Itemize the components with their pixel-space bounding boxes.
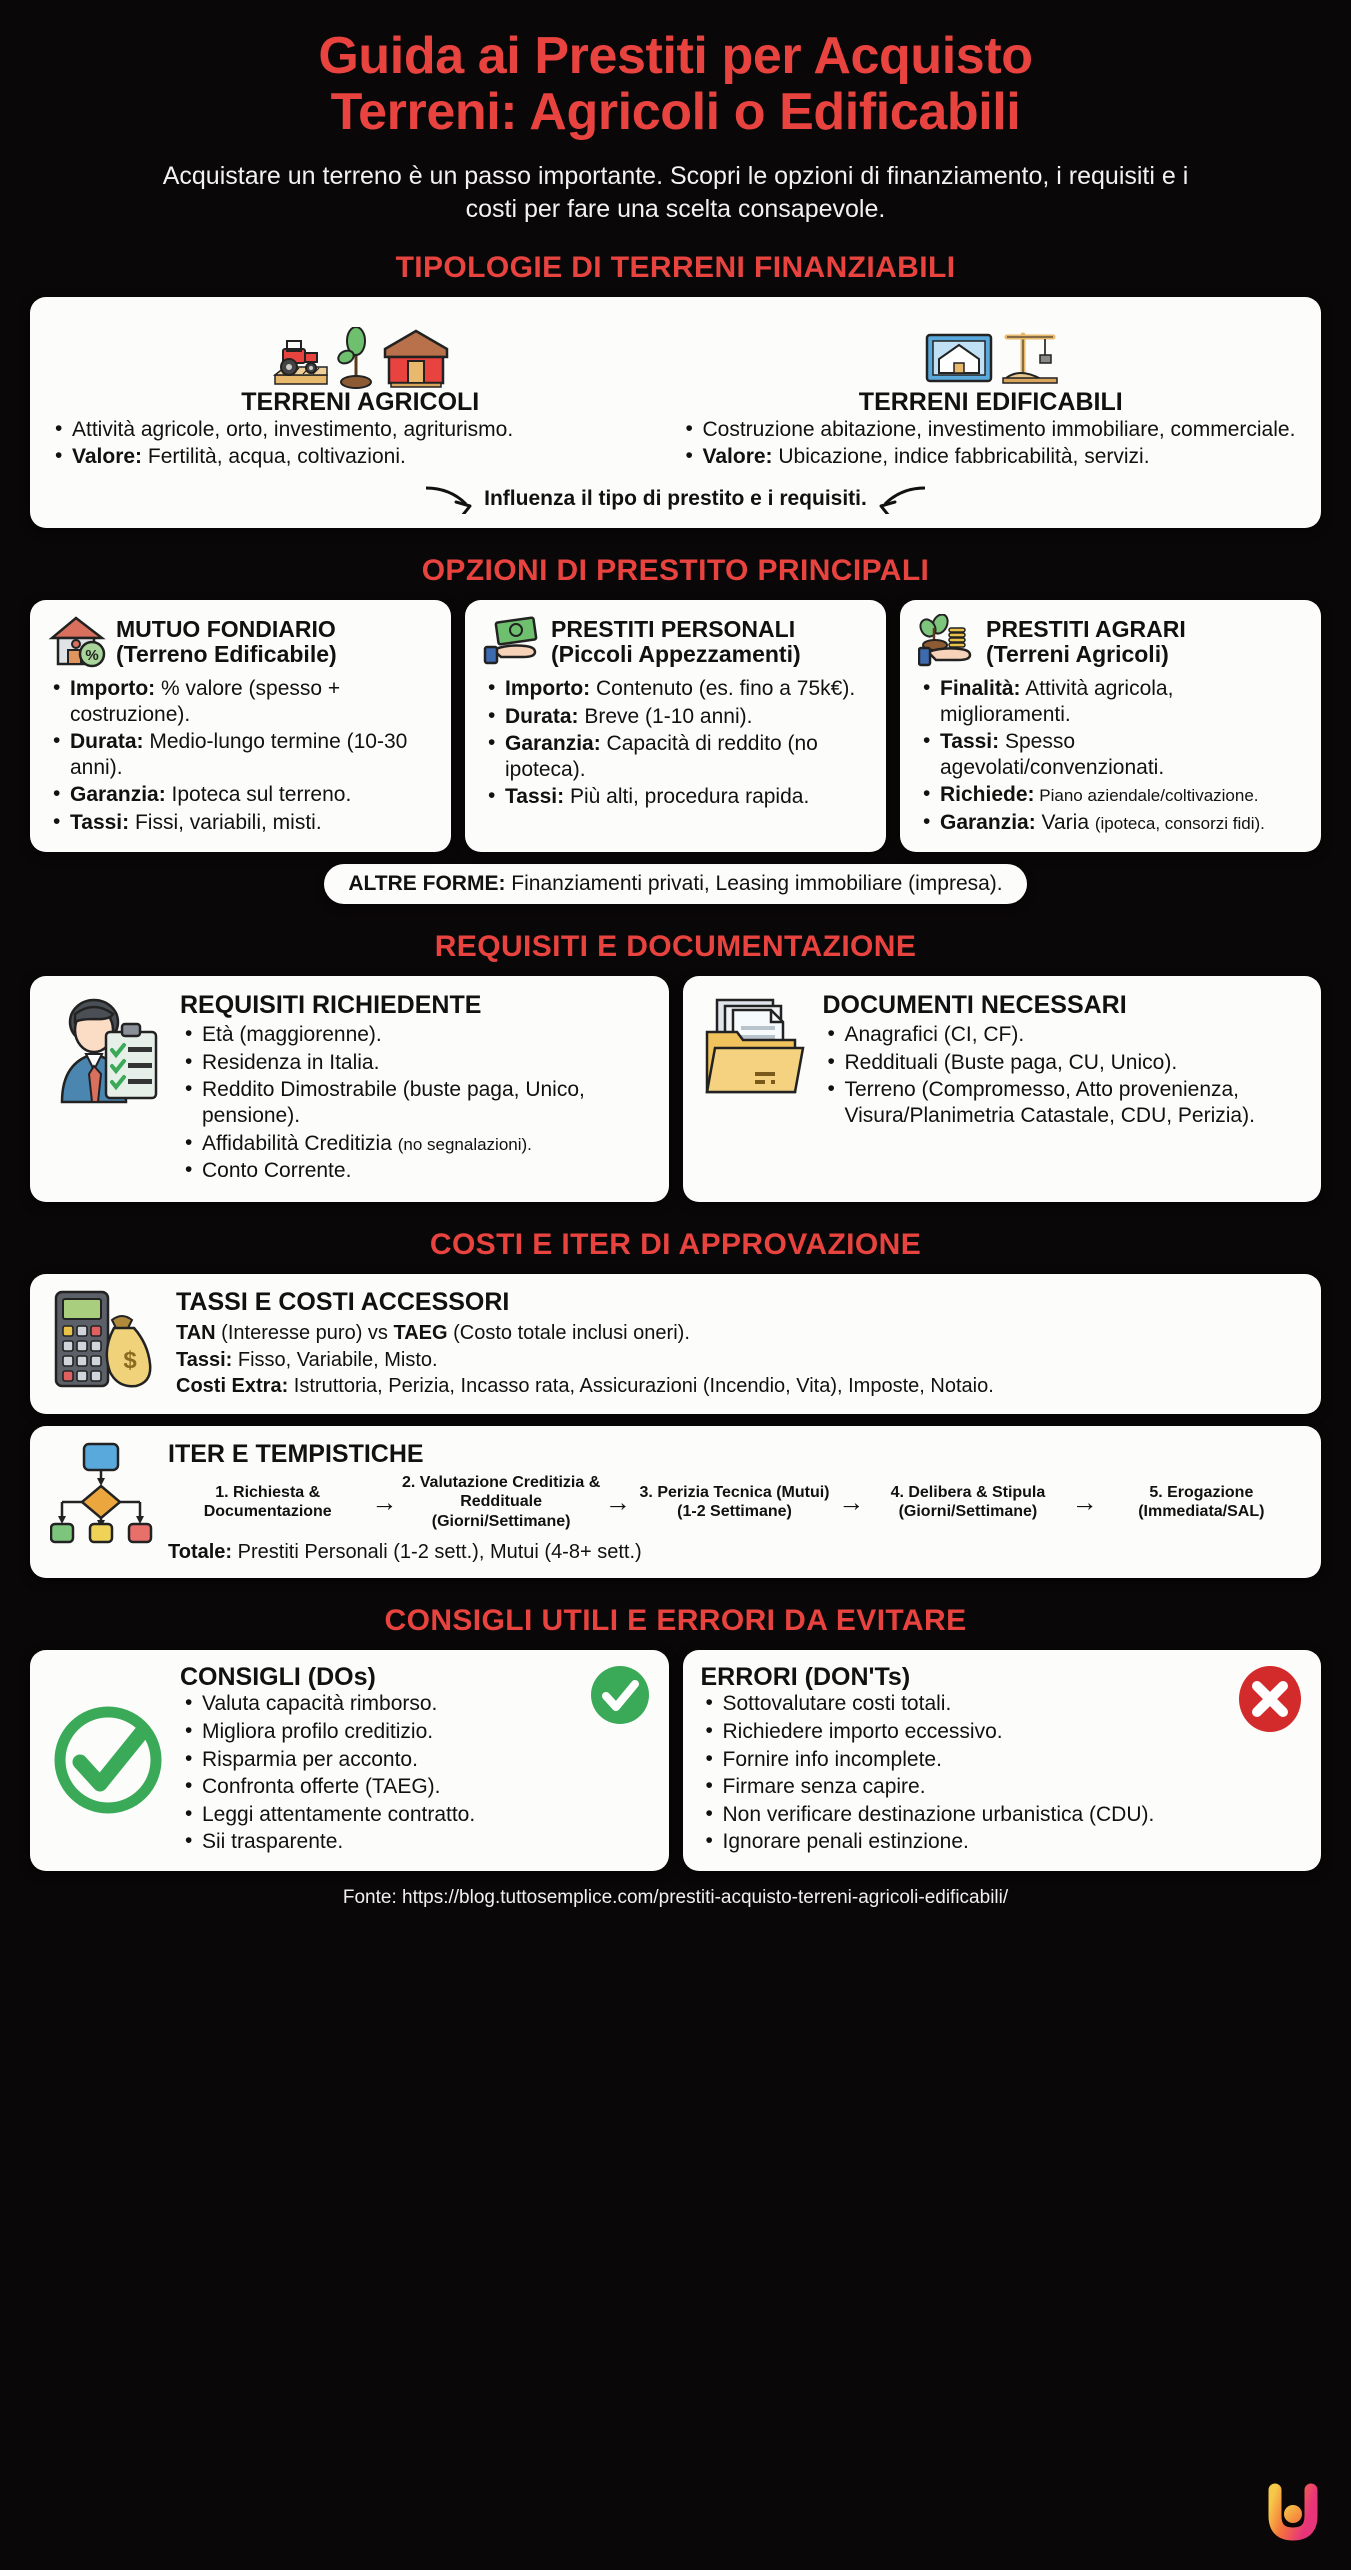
- bullet-text: Età (maggiorenne).: [202, 1023, 382, 1047]
- list-item: [483, 731, 868, 782]
- title-line-2: Terreni: Agricoli o Edificabili: [330, 83, 1021, 142]
- bullet-label: Garanzia:: [505, 732, 601, 756]
- list-item: [180, 1829, 651, 1855]
- requisiti-richiedente-card: [30, 976, 669, 1202]
- bullet-text: Firmare senza capire.: [722, 1775, 926, 1799]
- bullet-label: Valore:: [702, 445, 773, 469]
- altre-forme-text: Finanziamenti privati, Leasing immobiliare (impresa).: [505, 871, 1003, 895]
- tipologie-card: [30, 297, 1321, 528]
- list-item: [918, 676, 1303, 727]
- title-line-1: Guida ai Prestiti per Acquisto: [318, 27, 1033, 85]
- hand-money-icon: [483, 614, 543, 670]
- house-percent-icon: [48, 614, 108, 670]
- opzione-title-line-2: (Piccoli Appezzamenti): [551, 641, 801, 668]
- list-item: [701, 1747, 1304, 1773]
- section-heading-tipologie: TIPOLOGIE DI TERRENI FINANZIABILI: [395, 251, 956, 285]
- consigli-row: [30, 1650, 1321, 1871]
- opzioni-row: [30, 600, 1321, 852]
- tipologie-edificabili-icons: [681, 311, 1302, 389]
- bullet-text: Piano aziendale/coltivazione.: [1034, 786, 1259, 806]
- tipologie-edificabili: [681, 311, 1302, 472]
- u-logo-icon: [1263, 2480, 1323, 2546]
- flowchart-icon: [50, 1440, 154, 1544]
- list-item: [48, 729, 433, 780]
- section-heading-consigli: CONSIGLI UTILI E ERRORI DA EVITARE: [384, 1603, 967, 1637]
- altre-forme-label: ALTRE FORME:: [348, 871, 506, 895]
- bullet-label: Tassi:: [505, 785, 565, 809]
- tipologie-agricoli-title: TERRENI AGRICOLI: [241, 388, 480, 417]
- bullet-text: Confronta offerte (TAEG).: [202, 1775, 441, 1799]
- bullet-label: Tassi:: [70, 811, 130, 835]
- bullet-text: Non verificare destinazione urbanistica (CDU).: [722, 1802, 1155, 1826]
- tipologie-agricoli-list: [50, 417, 671, 470]
- bullet-label: Richiede:: [940, 783, 1035, 807]
- bullet-note: (ipoteca, consorzi fidi).: [1094, 814, 1265, 834]
- svg-text:$: $: [123, 1346, 137, 1374]
- source-link[interactable]: Fonte: https://blog.tuttosemplice.com/prestiti-acquisto-terreni-agricoli-edificabili/: [342, 1886, 1009, 1908]
- list-item: [483, 676, 868, 702]
- section-heading-requisiti: REQUISITI E DOCUMENTAZIONE: [434, 929, 917, 963]
- list-item: [483, 784, 868, 810]
- opzione-card-mutuo-fondiario: [30, 600, 451, 852]
- bullet-text: Ignorare penali estinzione.: [722, 1830, 969, 1854]
- svg-text:%: %: [85, 647, 99, 665]
- page-title: [30, 0, 1321, 140]
- check-circle-icon: [48, 1700, 168, 1820]
- errori-donts-list: [701, 1691, 1304, 1855]
- person-clipboard-icon: [48, 992, 168, 1112]
- bullet-text: Medio-lungo termine (10-30 anni).: [70, 730, 408, 779]
- list-item: [180, 1158, 651, 1184]
- bullet-text: Reddituali (Buste paga, CU, Unico).: [844, 1050, 1178, 1074]
- iter-title: ITER E TEMPISTICHE: [168, 1440, 424, 1469]
- folder-documents-icon: [701, 992, 811, 1102]
- bullet-text: Ubicazione, indice fabbricabilità, servizi.: [772, 445, 1150, 469]
- opzione-list: [483, 676, 868, 810]
- opzione-card-prestiti-personali: [465, 600, 886, 852]
- opzione-title-line-1: PRESTITI AGRARI: [986, 616, 1186, 643]
- bullet-label: Valore:: [72, 445, 143, 469]
- bullet-text: Risparmia per acconto.: [202, 1747, 418, 1771]
- check-badge-icon: [589, 1664, 651, 1726]
- consigli-dos-list: [180, 1691, 651, 1855]
- tassi-costi-card: [30, 1274, 1321, 1414]
- documenti-necessari-title: DOCUMENTI NECESSARI: [822, 990, 1127, 1019]
- bullet-text: Sottovalutare costi totali.: [722, 1692, 952, 1716]
- arrow-right-icon: →: [838, 1487, 865, 1518]
- arrow-right-icon: →: [371, 1487, 398, 1518]
- tipologie-edificabili-list: [681, 417, 1302, 470]
- calculator-moneybag-icon: [50, 1288, 160, 1392]
- bullet-text: % valore (spesso + costruzione).: [70, 677, 341, 726]
- iter-total-text: Prestiti Personali (1-2 sett.), Mutui (4-8+ sett.): [232, 1540, 642, 1563]
- list-item: [180, 1050, 651, 1076]
- tipologie-agricoli-icons: [50, 311, 671, 389]
- bullet-text: Migliora profilo creditizio.: [202, 1719, 434, 1743]
- iter-tempistiche-card: [30, 1426, 1321, 1578]
- list-item: [48, 676, 433, 727]
- opzione-list: [48, 676, 433, 836]
- list-item: [701, 1802, 1304, 1828]
- bullet-label: Finalità:: [940, 677, 1021, 701]
- iter-total-label: Totale:: [168, 1540, 233, 1563]
- section-heading-costi: COSTI E ITER DI APPROVAZIONE: [429, 1227, 922, 1261]
- bullet-text: Attività agricola, miglioramenti.: [940, 677, 1174, 726]
- bullet-text: Affidabilità Creditizia: [202, 1131, 398, 1155]
- list-item: [823, 1022, 1304, 1048]
- bullet-text: Attività agricole, orto, investimento, agriturismo.: [72, 417, 514, 441]
- taeg-desc: (Costo totale inclusi oneri).: [447, 1321, 690, 1344]
- taeg-label: TAEG: [393, 1321, 448, 1344]
- opzione-title-line-2: (Terreno Edificabile): [116, 641, 337, 668]
- bullet-text: Costruzione abitazione, investimento immobiliare, commerciale.: [702, 417, 1296, 441]
- requisiti-richiedente-title: REQUISITI RICHIEDENTE: [180, 990, 482, 1019]
- bullet-label: Tassi:: [940, 730, 1000, 754]
- tassi-label: Tassi:: [176, 1348, 233, 1371]
- bullet-text: Reddito Dimostrabile (buste paga, Unico, pensione).: [202, 1078, 585, 1128]
- list-item: [918, 782, 1303, 808]
- list-item: [50, 444, 671, 470]
- costi-line-tassi: [176, 1347, 994, 1374]
- list-item: [701, 1829, 1304, 1855]
- requisiti-richiedente-list: [180, 1022, 651, 1184]
- altre-forme-pill: [324, 864, 1026, 904]
- altre-forme-wrap: [30, 864, 1321, 904]
- list-item: [180, 1802, 651, 1828]
- tractor-icon: [269, 337, 331, 389]
- bullet-label: Importo:: [505, 677, 591, 701]
- tan-desc: (Interesse puro) vs: [215, 1321, 394, 1344]
- iter-step-5: 5. Erogazione (Immediata/SAL): [1138, 1483, 1265, 1521]
- page-subtitle: Acquistare un terreno è un passo importante. Scopri le opzioni di finanziamento, i requisiti e i costi per fare una scelta consapevole.: [162, 162, 1189, 223]
- iter-steps: [168, 1473, 1301, 1531]
- bullet-text: Spesso agevolati/convenzionati.: [940, 730, 1165, 779]
- bullet-note: (no segnalazioni).: [397, 1134, 532, 1154]
- list-item: [50, 417, 671, 443]
- bullet-text: Varia: [1035, 811, 1095, 835]
- tassi-costi-lines: [176, 1320, 994, 1400]
- bullet-text: Richiedere importo eccessivo.: [722, 1719, 1003, 1743]
- consigli-dos-card: [30, 1650, 669, 1871]
- barn-icon: [381, 327, 451, 389]
- list-item: [180, 1774, 651, 1800]
- bullet-text: Sii trasparente.: [202, 1830, 344, 1854]
- list-item: [823, 1050, 1304, 1076]
- bullet-text: Terreno (Compromesso, Atto provenienza, Visura/Planimetria Catastale, CDU, Perizia).: [844, 1078, 1255, 1128]
- list-item: [48, 810, 433, 836]
- list-item: [701, 1719, 1304, 1745]
- list-item: [918, 810, 1303, 836]
- bullet-text: Fornire info incomplete.: [722, 1747, 942, 1771]
- list-item: [180, 1719, 651, 1745]
- hand-plant-coins-icon: [918, 614, 978, 670]
- costi-extra-text: Istruttoria, Perizia, Incasso rata, Assicurazioni (Incendio, Vita), Imposte, Notaio.: [288, 1375, 994, 1398]
- curved-arrow-left-icon: [873, 484, 929, 514]
- x-badge-icon: [1237, 1664, 1303, 1734]
- documenti-necessari-list: [823, 1022, 1304, 1128]
- list-item: [180, 1691, 651, 1717]
- costi-line-tan-taeg: [176, 1320, 994, 1347]
- bullet-text: Conto Corrente.: [202, 1159, 352, 1183]
- tipologie-agricoli: [50, 311, 671, 472]
- list-item: [180, 1077, 651, 1128]
- bullet-text: Residenza in Italia.: [202, 1050, 380, 1074]
- iter-step-4: 4. Delibera & Stipula (Giorni/Settimane): [890, 1483, 1046, 1521]
- tassi-text: Fisso, Variabile, Misto.: [232, 1348, 438, 1371]
- bullet-text: Contenuto (es. fino a 75k€).: [590, 677, 856, 701]
- bullet-text: Fissi, variabili, misti.: [129, 811, 322, 835]
- influenza-row: [50, 484, 1301, 514]
- bullet-text: Più alti, procedura rapida.: [564, 785, 810, 809]
- costi-line-extra: [176, 1373, 994, 1400]
- list-item: [483, 704, 868, 730]
- requisiti-row: [30, 976, 1321, 1202]
- list-item: [48, 782, 433, 808]
- list-item: [180, 1131, 651, 1157]
- bullet-text: Valuta capacità rimborso.: [202, 1692, 438, 1716]
- tipologie-edificabili-title: TERRENI EDIFICABILI: [858, 388, 1123, 417]
- costi-extra-label: Costi Extra:: [176, 1375, 289, 1398]
- list-item: [918, 729, 1303, 780]
- bullet-label: Garanzia:: [70, 783, 166, 807]
- opzione-card-prestiti-agrari: [900, 600, 1321, 852]
- bullet-text: Ipoteca sul terreno.: [165, 783, 352, 807]
- documenti-necessari-card: [683, 976, 1322, 1202]
- tan-label: TAN: [176, 1321, 216, 1344]
- sapling-icon: [337, 327, 375, 389]
- opzione-title-line-2: (Terreni Agricoli): [986, 641, 1169, 668]
- influenza-text: Influenza il tipo di prestito e i requisiti.: [484, 487, 867, 511]
- arrow-right-icon: →: [604, 1487, 631, 1518]
- bullet-text: Capacità di reddito (no ipoteca).: [505, 732, 818, 781]
- errori-donts-card: [683, 1650, 1322, 1871]
- iter-step-3: 3. Perizia Tecnica (Mutui) (1-2 Settimane): [639, 1483, 830, 1521]
- tassi-costi-title: TASSI E COSTI ACCESSORI: [176, 1287, 510, 1316]
- iter-step-1: 1. Richiesta & Documentazione: [203, 1483, 332, 1521]
- bullet-label: Durata:: [505, 704, 579, 728]
- list-item: [823, 1077, 1304, 1128]
- bullet-text: Fertilità, acqua, coltivazioni.: [142, 445, 406, 469]
- list-item: [681, 444, 1302, 470]
- crane-icon: [1001, 327, 1059, 389]
- section-heading-opzioni: OPZIONI DI PRESTITO PRINCIPALI: [421, 554, 930, 588]
- list-item: [701, 1691, 1304, 1717]
- opzione-title-line-1: MUTUO FONDIARIO: [116, 616, 336, 643]
- list-item: [681, 417, 1302, 443]
- bullet-text: Breve (1-10 anni).: [578, 704, 753, 728]
- list-item: [180, 1747, 651, 1773]
- consigli-dos-title: CONSIGLI (DOs): [180, 1662, 376, 1691]
- errori-donts-title: ERRORI (DON'Ts): [700, 1662, 911, 1691]
- arrow-right-icon: →: [1071, 1487, 1098, 1518]
- blueprint-house-icon: [923, 327, 995, 389]
- list-item: [701, 1774, 1304, 1800]
- opzione-title-line-1: PRESTITI PERSONALI: [551, 616, 796, 643]
- curved-arrow-right-icon: [422, 484, 478, 514]
- bullet-label: Importo:: [70, 677, 156, 701]
- list-item: [180, 1022, 651, 1048]
- bullet-text: Leggi attentamente contratto.: [202, 1802, 476, 1826]
- bullet-label: Durata:: [70, 730, 144, 754]
- bullet-text: Anagrafici (CI, CF).: [844, 1023, 1025, 1047]
- iter-total: [168, 1541, 1301, 1564]
- opzione-list: [918, 676, 1303, 836]
- bullet-label: Garanzia:: [940, 811, 1036, 835]
- iter-step-2: 2. Valutazione Creditizia & Reddituale (Giorni/Settimane): [401, 1474, 601, 1530]
